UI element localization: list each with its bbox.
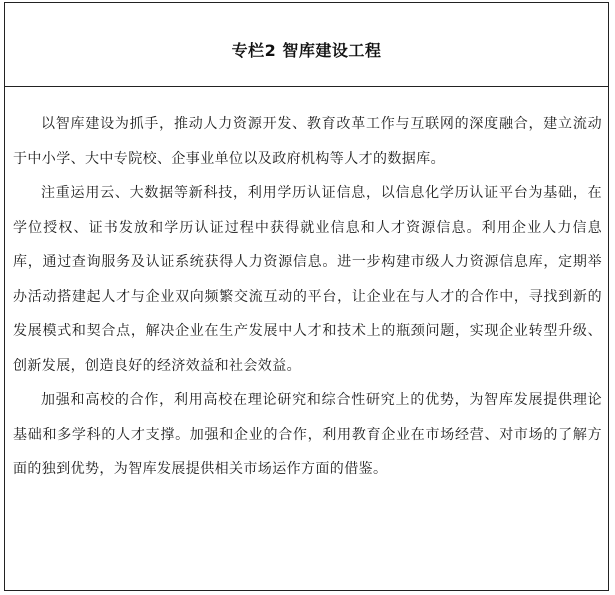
title-row <box>5 3 608 87</box>
column-body <box>13 107 602 487</box>
paragraph-3: 加强和高校的合作，利用高校在理论研究和综合性研究上的优势，为智库发展提供理论基础和多学科的人才支撑。加强和企业的合作，利用教育企业在市场经营、对市场的了解方面的独到优势，为智库发展提供相关市场运作方面的借鉴。 <box>13 392 602 477</box>
paragraph-2: 注重运用云、大数据等新科技，利用学历认证信息，以信息化学历认证平台为基础，在学位授权、证书发放和学历认证过程中获得就业信息和人才资源信息。利用企业人力信息库，通过查询服务及认证系统获得人力资源信息。进一步构建市级人力资源信息库，定期举办活动搭建起人才与企业双向频繁交流互动的平台，让企业在与人才的合作中，寻找到新的发展模式和契合点，解决企业在生产发展中人才和技术上的瓶颈问题，实现企业转型升级、创新发展，创造良好的经济效益和社会效益。 <box>13 185 602 374</box>
column-title: 专栏2 智库建设工程 <box>231 41 382 60</box>
column-box <box>4 2 609 591</box>
paragraph-1: 以智库建设为抓手，推动人力资源开发、教育改革工作与互联网的深度融合，建立流动于中小学、大中专院校、企事业单位以及政府机构等人才的数据库。 <box>13 116 602 167</box>
